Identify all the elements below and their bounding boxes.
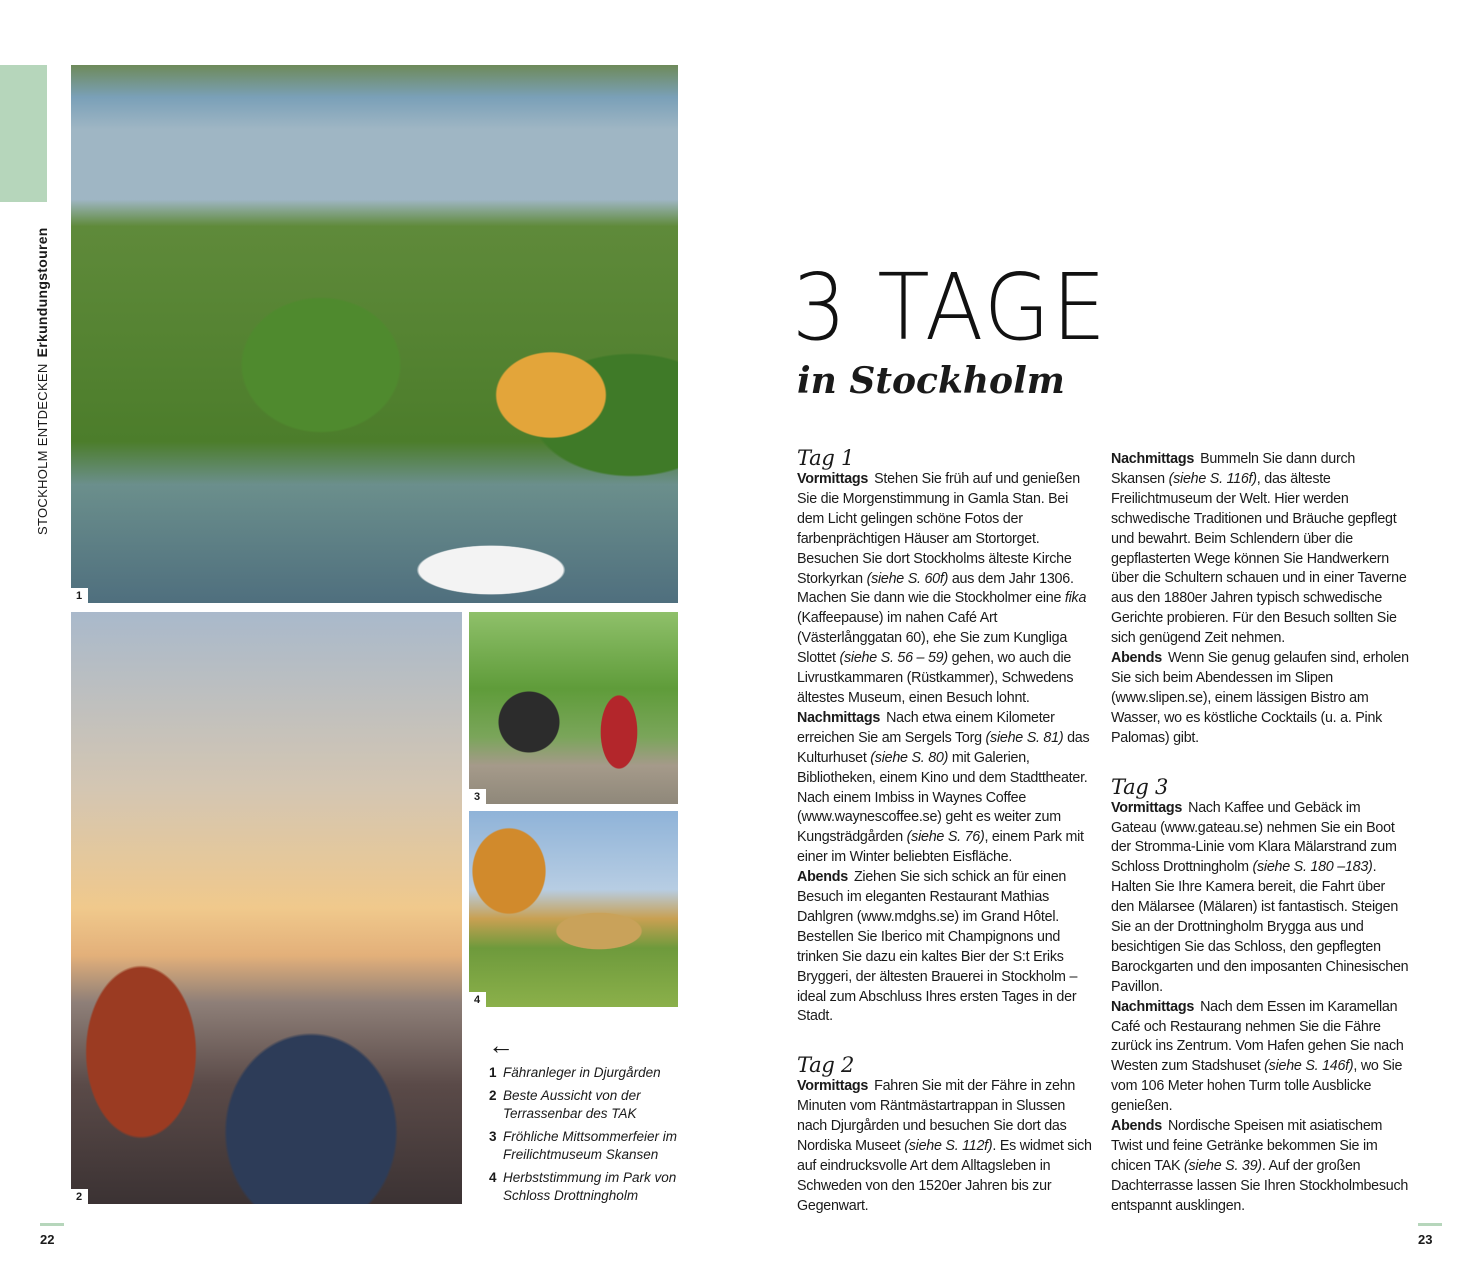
paragraph-text: , das älteste Freilichtmuseum der Welt. Hier werden schwedische Traditionen und Bräuche gepflegt und bewahrt. Beim Schlendern über die gepflasterten Wege können Sie Handwerkern über die Schultern schauen und in einer Taverne aus den 1880er Jahren typisch schwedische Gerichte probieren. Für den Besuch sollten Sie sich genügend Zeit nehmen.: [1111, 470, 1407, 647]
time-of-day-label: Abends: [797, 869, 848, 886]
time-of-day-label: Abends: [1111, 1118, 1162, 1135]
page-reference: (siehe S. 180 –183): [1252, 859, 1373, 876]
page-reference: (siehe S. 80): [870, 749, 949, 766]
time-of-day-label: Vormittags: [797, 1078, 869, 1095]
time-of-day-label: Abends: [1111, 650, 1162, 667]
caption-number: 2: [489, 1088, 497, 1103]
photo-number: 1: [71, 588, 88, 603]
paragraph-text: aus dem Jahr 1306. Machen Sie dann wie die Stockholmer eine: [797, 570, 1074, 607]
chapter-color-tab: [0, 65, 47, 202]
text-column-1: [797, 446, 1095, 1217]
day-heading: Tag 3: [1111, 774, 1169, 799]
photo-skansen-midsummer: [469, 612, 678, 804]
paragraph-text: gehen, wo auch die Livrustkammaren (Rüstkammer), Schwedens ältestes Museum, einen Besuch lohnt.: [797, 650, 1074, 706]
paragraph-text: (Kaffeepause) im nahen Café Art (Västerlånggatan 60), ehe Sie zum Kungliga Slottet: [797, 610, 1068, 667]
caption-text: Beste Aussicht von der Terrassenbar des TAK: [503, 1088, 641, 1121]
caption-item: [489, 1064, 679, 1082]
itinerary-paragraph: [1111, 799, 1409, 998]
arrow-left-icon: ←: [488, 1030, 514, 1060]
paragraph-text: mit Galerien, Bibliotheken, einem Kino und dem Stadttheater. Nach einem Imbiss in Waynes Coffee (www.waynescoffee.se) geht es weiter zum Kungsträdgården: [797, 749, 1088, 846]
itinerary-paragraph: [797, 709, 1095, 868]
paragraph-text: . Halten Sie Ihre Kamera bereit, die Fahrt über den Mälarsee (Mälaren) ist fantastisch. Steigen Sie an der Drottningholm Brygga aus und besichtigen Sie das Schloss, den gepflegten Barockgarten und den imposanten Chinesischen Pavillon.: [1111, 859, 1409, 995]
paragraph-text: Nach dem Essen im Karamellan Café och Restaurang nehmen Sie die Fähre zurück ins Zentrum. Vom Hafen gehen Sie nach Westen zum Stadshuset: [1111, 998, 1404, 1075]
itinerary-paragraph: [1111, 998, 1409, 1117]
photo-drottningholm-autumn: [469, 811, 678, 1007]
page-reference: (siehe S. 76): [906, 829, 985, 846]
paragraph-text: Nach etwa einem Kilometer erreichen Sie am Sergels Torg: [797, 709, 1055, 746]
photo-number: 2: [71, 1189, 88, 1204]
paragraph-text: Nordische Speisen mit asiatischem Twist und feine Getränke bekommen Sie im chicen TAK: [1111, 1118, 1383, 1174]
time-of-day-label: Nachmittags: [1111, 998, 1195, 1015]
section-label: STOCKHOLM ENTDECKEN: [35, 363, 50, 535]
paragraph-text: Nach Kaffee und Gebäck im Gateau (www.gateau.se) nehmen Sie ein Boot der Stromma-Linie vom Klara Mälarstrand zum Schloss Drottningholm: [1111, 799, 1397, 876]
itinerary-paragraph: [797, 868, 1095, 1027]
paragraph-text: Bummeln Sie dann durch Skansen: [1111, 451, 1356, 487]
paragraph-text: , einem Park mit einer im Winter beliebten Eisfläche.: [797, 829, 1084, 866]
chapter-label: Erkundungstouren: [34, 227, 50, 358]
paragraph-text: , wo Sie vom 106 Meter hohen Turm tolle Ausblicke genießen.: [1111, 1058, 1403, 1115]
itinerary-paragraph: [1111, 649, 1409, 749]
page-reference: (siehe S. 56 – 59): [839, 650, 948, 667]
caption-item: [489, 1087, 679, 1123]
photo-number: 3: [469, 789, 486, 804]
caption-item: [489, 1169, 679, 1205]
paragraph-text: Wenn Sie genug gelaufen sind, erholen Sie sich beim Abendessen im Slipen (www.slipen.se), einem lässigen Bistro am Wasser, wo es köstliche Cocktails (u. a. Pink Palomas) gibt.: [1111, 650, 1409, 746]
page-number-left: 22: [40, 1232, 55, 1247]
itinerary-paragraph: [797, 470, 1095, 709]
caption-item: [489, 1128, 679, 1164]
page-reference: (siehe S. 60f): [866, 570, 949, 587]
time-of-day-label: Nachmittags: [797, 709, 881, 726]
day-heading: Tag 1: [797, 446, 855, 470]
time-of-day-label: Vormittags: [797, 471, 869, 487]
paragraph-text: . Es widmet sich auf eindrucksvolle Art dem Alltagsleben in Schweden von den 1520er Jahren bis zur Gegenwart.: [797, 1138, 1092, 1214]
photo-number: 4: [469, 992, 486, 1007]
caption-number: 1: [489, 1065, 497, 1080]
paragraph-text: Fahren Sie mit der Fähre in zehn Minuten vom Räntmästartrappan in Slussen nach Djurgården und besuchen Sie dort das Nordiska Museet: [797, 1078, 1076, 1155]
photo-captions: [489, 1064, 679, 1210]
time-of-day-label: Nachmittags: [1111, 451, 1195, 467]
page-subtitle: in Stockholm: [797, 360, 1065, 402]
itinerary-paragraph: [1111, 1117, 1409, 1217]
paragraph-text: das Kulturhuset: [797, 729, 1090, 766]
caption-number: 3: [489, 1129, 497, 1144]
paragraph-text: Ziehen Sie sich schick an für einen Besuch im eleganten Restaurant Mathias Dahlgren (www.mdghs.se) im Grand Hôtel. Bestellen Sie Iberico mit Champignons und trinken Sie dazu ein kaltes Bier der S:t Eriks Bryggeri, der ältesten Brauerei in Stockholm – ideal zum Abschluss Ihres ersten Tages in der Stadt.: [797, 869, 1078, 1025]
text-column-2: [1111, 450, 1409, 1217]
page-reference: (siehe S. 116f): [1168, 470, 1257, 487]
page-reference: (siehe S. 81): [985, 729, 1064, 746]
caption-text: Fröhliche Mittsommerfeier im Freilichtmuseum Skansen: [503, 1129, 678, 1162]
page-reference: fika: [1064, 590, 1087, 607]
page-number-right: 23: [1418, 1232, 1433, 1247]
page-reference: (siehe S. 146f): [1264, 1058, 1354, 1075]
paragraph-text: Stehen Sie früh auf und genießen Sie die Morgenstimmung in Gamla Stan. Bei dem Licht gelingen schöne Fotos der farbenprächtigen Häuser am Stortorget. Besuchen Sie dort Stockholms älteste Kirche Storkyrkan: [797, 471, 1080, 587]
itinerary-paragraph: [797, 1077, 1095, 1216]
time-of-day-label: Vormittags: [1111, 799, 1183, 816]
itinerary-paragraph: [1111, 450, 1409, 649]
photo-tak-terrace: [71, 612, 462, 1204]
page-reference: (siehe S. 112f): [904, 1138, 993, 1155]
page-reference: (siehe S. 39): [1184, 1157, 1262, 1174]
page-title: 3 TAGE: [792, 254, 1108, 361]
photo-ferry-djurgarden: [71, 65, 678, 603]
day-heading: Tag 2: [797, 1053, 855, 1078]
caption-number: 4: [489, 1170, 497, 1185]
caption-text: Fähranleger in Djurgården: [503, 1065, 661, 1080]
caption-text: Herbststimmung im Park von Schloss Drottningholm: [503, 1170, 677, 1203]
paragraph-text: . Auf der großen Dachterrasse lassen Sie Ihren Stockholmbesuch entspannt ausklingen.: [1111, 1157, 1409, 1214]
running-header: [34, 227, 50, 535]
